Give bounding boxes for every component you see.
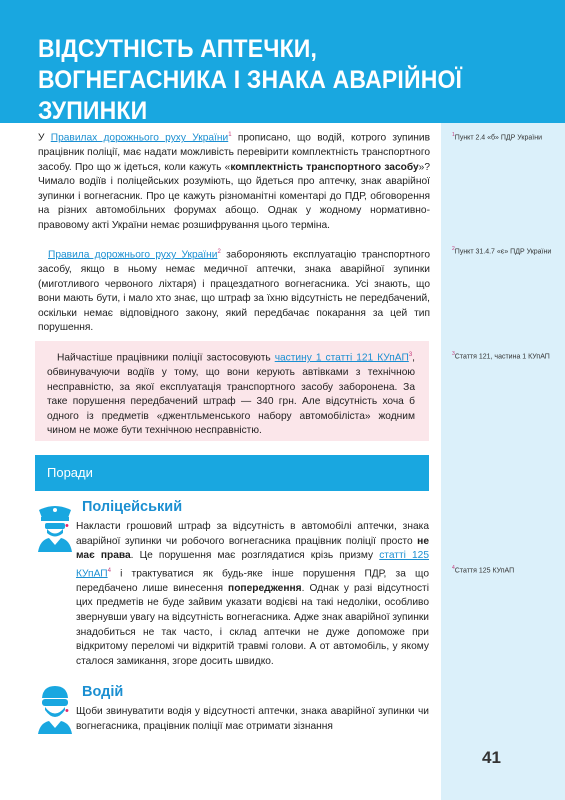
p1-pre: У xyxy=(38,132,51,144)
footnote-4-num: 4 xyxy=(452,565,455,571)
footnote-3 xyxy=(452,349,560,362)
police-bold1: не має права xyxy=(76,535,429,562)
footnote-1-text: Пункт 2.4 «б» ПДР України xyxy=(454,134,542,142)
page-number: 41 xyxy=(482,748,501,767)
tips-section-header xyxy=(35,455,429,491)
footnote-1 xyxy=(452,130,560,143)
tips-label: Поради xyxy=(47,465,93,480)
bullet-marker: • xyxy=(65,520,69,532)
p1-text2: »? Чимало водіїв і поліцейських розуміють, що йдеться про аптечку, знак аварійної зупинки і вогнегасник. Про це кажуть різноманітні коментарі до ПДР, обговорення на різних автомобільних форумах абощо. Однак у жодному нормативно-правовому акті України немає розшифрування цього терміна. xyxy=(38,161,431,231)
driver-title: Водій xyxy=(82,684,124,700)
police-text1: Накласти грошовий штраф за відсутність в автомобілі аптечки, знака аварійної зупинки чи робочого вогнегасника працівник поліції просто xyxy=(76,521,429,547)
footnote-sidebar xyxy=(441,123,565,800)
page-title: ВІДСУТНІСТЬ АПТЕЧКИ, ВОГНЕГАСНИКА І ЗНАКА АВАРІЙНОЇ ЗУПИНКИ xyxy=(38,35,463,125)
footnote-2-num: 2 xyxy=(452,246,455,252)
driver-tip xyxy=(65,705,429,734)
footnote-2 xyxy=(452,244,560,257)
police-text4: . Однак у разі відсутності цих предметів не буде зайвим указати водієві на такі недоліки, особливо звернувши увагу на відсутність вогнегасника. Адже знак аварійної зупинки знадобиться не так часто, і склад аптечки не дуже допоможе при відкритому переломі чи відкритій травмі голови. А от автомобіль, у якому сталося замикання, згоре досить швидко. xyxy=(76,582,429,667)
p1-text1: прописано, що водій, котрого зупинив працівник поліції, має надати можливість перевірити комплектність транспортного засобу. Про що ж ідеться, коли кажуть « xyxy=(38,132,430,173)
police-title: Поліцейський xyxy=(82,499,183,515)
driver-text: Щоби звинуватити водія у відсутності аптечки, знака аварійної зупинки чи вогнегасника, працівник поліції має отримати зізнання xyxy=(76,706,429,732)
footnote-ref-4[interactable]: 4 xyxy=(107,567,111,574)
police-text3: і трактуватися як будь-яке інше порушення ПДР, за що передбачено лише винесення xyxy=(76,568,429,594)
callout-text1: Найчастіше працівники поліції застосовують xyxy=(57,352,275,364)
police-tip xyxy=(65,520,429,669)
footnote-3-text: Стаття 121, частина 1 КУпАП xyxy=(454,353,550,361)
police-text2: . Це порушення має розглядатися крізь призму xyxy=(130,550,380,562)
footnote-4-text: Стаття 125 КУпАП xyxy=(454,567,515,575)
bullet-marker: • xyxy=(65,705,69,717)
pdr-link-1[interactable]: Правилах дорожнього руху України xyxy=(50,132,229,144)
footnote-1-num: 1 xyxy=(452,132,455,138)
kupap-125-link[interactable]: статті 125 КУпАП xyxy=(76,550,429,580)
footnote-2-text: Пункт 31.4.7 «є» ПДР України xyxy=(454,248,552,256)
footnote-3-num: 3 xyxy=(452,351,455,357)
highlight-callout xyxy=(35,341,429,441)
footnote-4 xyxy=(452,563,560,576)
p2-text: забороняють експлуатацію транспортного засобу, якщо в ньому немає медичної аптечки, знака аварійної зупинки (миготливого червоного ліхтаря) і працездатного вогнегасника. Усі знають, що вони мають бути, і мало хто знає, що штраф за їхню відсутність не передбачений, оскільки немає відповідного закону, який передбачає покарання за цей тип порушення. xyxy=(38,249,430,334)
kupap-121-link[interactable]: частину 1 статті 121 КУпАП xyxy=(274,352,409,364)
pdr-link-2[interactable]: Правила дорожнього руху України xyxy=(48,249,218,261)
paragraph-2 xyxy=(38,245,430,336)
police-bold2: попередження xyxy=(228,582,302,594)
footnote-ref-3[interactable]: 3 xyxy=(408,352,413,358)
paragraph-1 xyxy=(38,128,430,234)
callout-text2: , обвинувачуючи водіїв у тому, що вони керують автівками з технічною несправністю, за якої експлуатація транспортного засобу заборонена. За таке порушення передбачений штраф — 340 грн. Але відсутність хоча б одного із предметів «джентльменського набору автомобіліста» жодним чином не може бути технічною несправністю. xyxy=(47,352,415,437)
title-banner xyxy=(0,0,565,123)
footnote-ref-2[interactable]: 2 xyxy=(217,249,221,255)
p1-bold: комплектність транспортного засобу xyxy=(230,161,419,173)
footnote-ref-1[interactable]: 1 xyxy=(228,132,232,138)
